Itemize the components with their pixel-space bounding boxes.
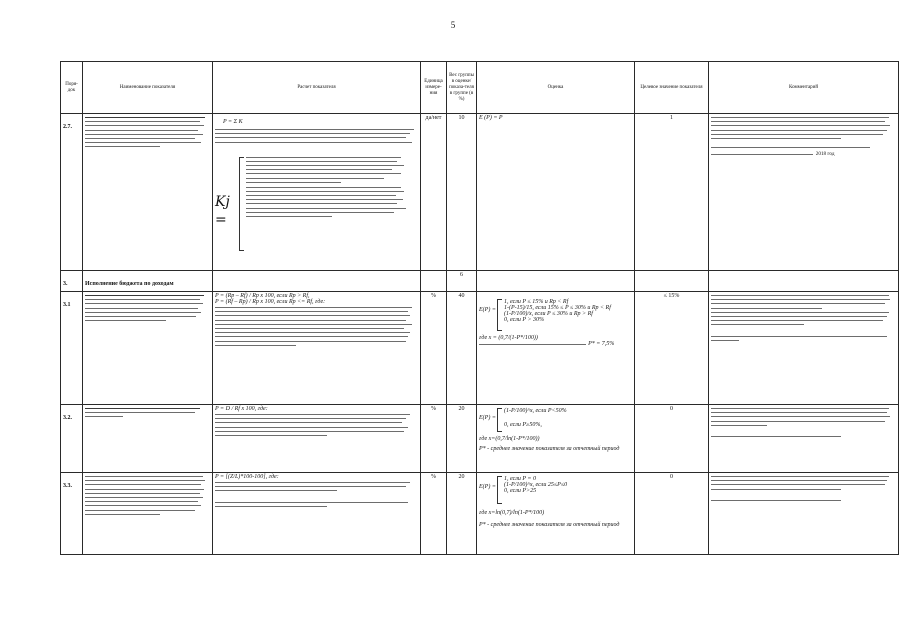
p-definition-2: P = (Rf – Rp) / Rp x 100, если Rp <= Rf, где: [215,299,326,305]
comment [709,405,899,473]
calculation [213,473,421,555]
score: E(P) = 1, если P ≤ 15% и Rp < Rf 1-(P-15)/15, если 15% ≤ P ≤ 30% и Rp < Rf (1-P/100)/x, если P ≤ 30% и Rp > Rf 0, если P > 30% где x = (0,7/(1-P*/100)) P* = 7,5% [477,292,635,405]
indicator-name [83,292,213,405]
comment [709,114,899,271]
row-number: 2.7. [61,114,83,271]
calculation [213,114,421,271]
score-x: где x = (0,7/(1-P*/100)) [479,335,538,341]
unit: % [421,292,447,405]
score-note: P* - среднее значение показателя за отчетный период [479,446,620,452]
header-comment: Комментарий [709,62,899,114]
indicators-table [60,61,899,555]
table-header-row [61,62,899,114]
unit: % [421,405,447,473]
table-row [61,114,899,271]
unit: да/нет [421,114,447,271]
target: 0 [635,405,709,473]
weight: 20 [447,473,477,555]
calculation [213,292,421,405]
weight: 20 [447,405,477,473]
table-row [61,405,899,473]
target: ≤ 15% [635,292,709,405]
header-order: Поря-док [61,62,83,114]
score-x: где x=(0,7/ln(1-P*/100)) [479,436,540,442]
score: E (P) = P [477,114,635,271]
score: E(P) = 1, если P = 0 (1-P/100)^x, если 25≤P≤0 0, если P>25 где x=ln(0,7)/ln(1-P*/100) P* - среднее значение показателя за отчетный период [477,473,635,555]
table-row [61,292,899,405]
header-unit: Единица измере-ния [421,62,447,114]
weight: 6 [447,271,477,292]
formula-k: Kj = [215,193,230,228]
target: 1 [635,114,709,271]
brace-icon [497,476,502,504]
section-row [61,271,899,292]
row-number: 3. [61,271,83,292]
header-calculation: Расчет показателя [213,62,421,114]
unit: % [421,473,447,555]
comment [709,473,899,555]
row-number: 3.1 [61,292,83,405]
comment [709,292,899,405]
score-note: P* = 7,5% [588,341,615,347]
header-score: Оценка [477,62,635,114]
section-title: Исполнение бюджета по доходам [83,271,213,292]
table-row [61,473,899,555]
brace-icon [497,408,502,432]
indicator-name [83,473,213,555]
brace-icon [497,299,502,331]
score-note: P* - среднее значение показателя за отчетный период [479,522,620,528]
target: 0 [635,473,709,555]
comment-year: 2018 год [815,151,835,158]
indicator-name [83,405,213,473]
weight: 10 [447,114,477,271]
row-number: 3.3. [61,473,83,555]
p-definition: P = [(Z/L)*100-100], где: [215,474,279,480]
indicator-name [83,114,213,271]
brace-icon [239,157,244,251]
score-x: где x=ln(0,7)/ln(1-P*/100) [479,510,545,516]
header-indicator-name: Наименование показателя [83,62,213,114]
p-definition: P = D / Rf x 100, где: [215,406,268,412]
page-number: 5 [450,20,456,30]
score: E(P) = (1-P/100)^x, если P<50% 0, если P≥50%, где x=(0,7/ln(1-P*/100)) P* - среднее значение показателя за отчетный период [477,405,635,473]
formula-p: P = Σ K [223,119,243,125]
p-definition: P = (Rp – Rf) / Rp x 100, если Rp > Rf, [215,293,310,299]
weight: 40 [447,292,477,405]
row-number: 3.2. [61,405,83,473]
header-target: Целевое значение показателя [635,62,709,114]
header-weight: Вес группы в оценке/ показа-теля в группе (в %) [447,62,477,114]
calculation [213,405,421,473]
